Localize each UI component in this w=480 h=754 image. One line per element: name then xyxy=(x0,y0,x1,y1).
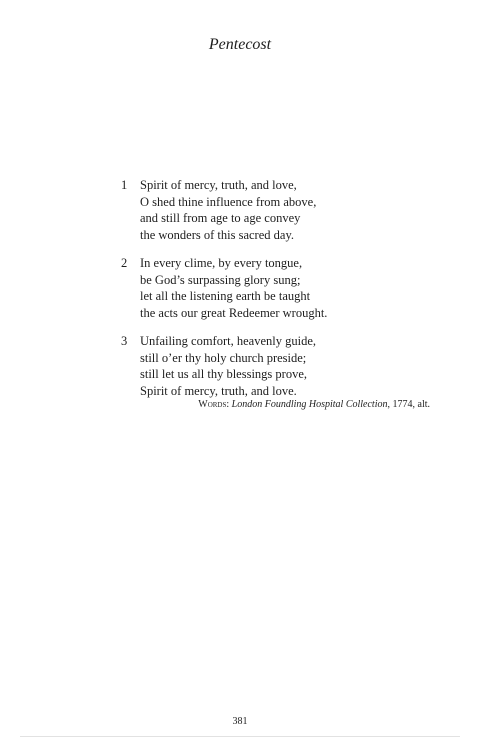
bottom-divider xyxy=(20,736,460,737)
verse-number: 1 xyxy=(121,178,128,192)
verse-line: be God’s surpassing glory sung; xyxy=(140,272,301,287)
verse-line: and still from age to age convey xyxy=(140,211,301,225)
verse-line: Spirit of mercy, truth, and love. xyxy=(140,383,297,398)
verse-line: let all the listening earth be taught xyxy=(140,289,311,303)
verse-line: still let us all thy blessings prove, xyxy=(140,367,308,381)
verse-3 xyxy=(121,333,421,399)
verse-line: In every clime, by every tongue, xyxy=(140,256,303,270)
verse-line: the wonders of this sacred day. xyxy=(140,227,295,242)
verse-line: Unfailing comfort, heavenly guide, xyxy=(140,334,316,348)
attribution-label: Words: xyxy=(198,399,230,410)
attribution-detail: , 1774, alt. xyxy=(387,399,430,410)
verse-line: still o’er thy holy church preside; xyxy=(140,350,307,365)
page-title: Pentecost xyxy=(208,36,272,53)
verse-line: the acts our great Redeemer wrought. xyxy=(140,305,328,320)
verse-line: Spirit of mercy, truth, and love, xyxy=(140,178,297,192)
verse-1 xyxy=(121,177,421,243)
verse-line: O shed thine influence from above, xyxy=(140,194,317,209)
hymn-text xyxy=(121,177,421,411)
verse-number: 2 xyxy=(121,256,128,270)
page-number: 381 xyxy=(232,716,248,727)
attribution-source: London Foundling Hospital Collection xyxy=(231,399,388,410)
verse-2 xyxy=(121,255,421,321)
verse-number: 3 xyxy=(121,334,128,348)
attribution xyxy=(198,399,430,410)
